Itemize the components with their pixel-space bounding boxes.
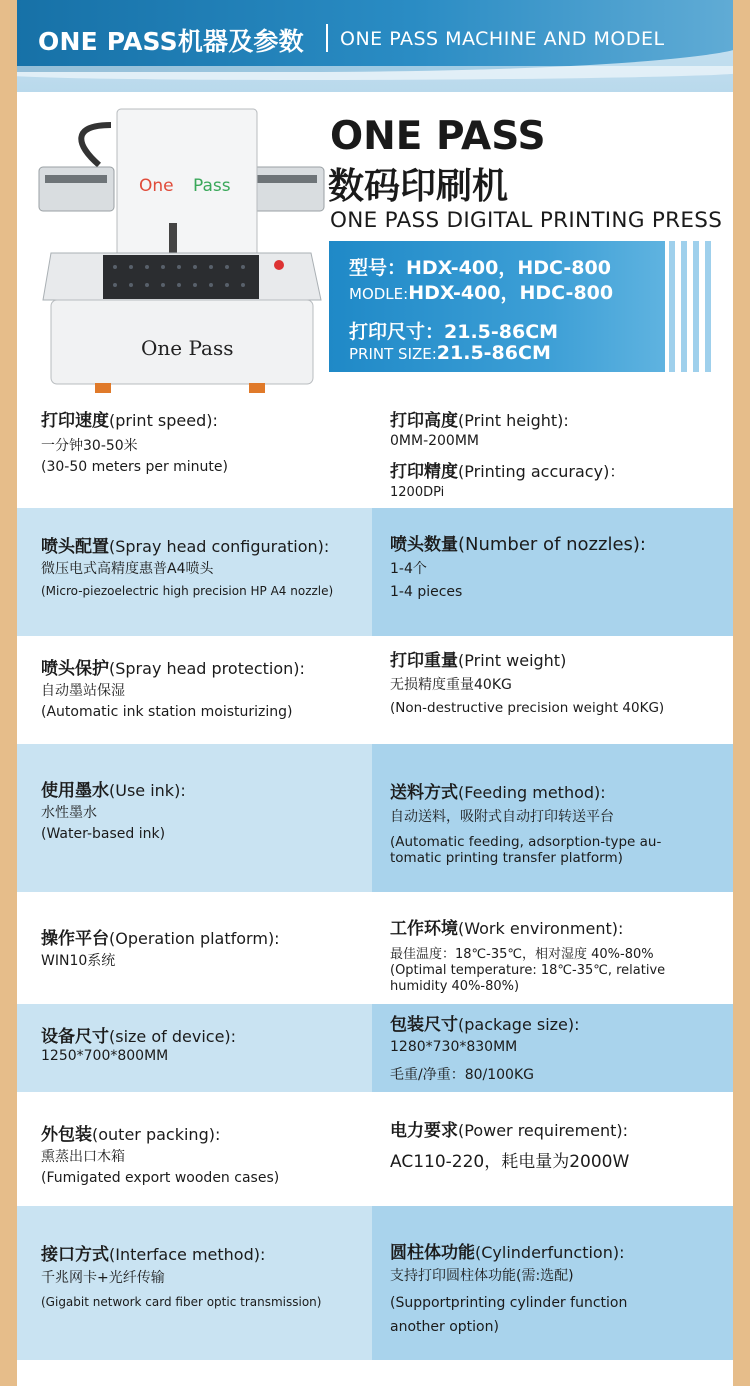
spec-row-8 <box>17 1206 733 1360</box>
model-en <box>349 278 613 305</box>
print-size-en-label: PRINT SIZE: <box>349 345 437 363</box>
spec-title: 工作环境(Work environment): <box>390 919 624 939</box>
spec-value: WIN10系统 <box>41 953 116 969</box>
header-separator <box>326 24 328 52</box>
spec-title: 圆柱体功能(Cylinderfunction): <box>390 1243 625 1263</box>
hero-title: ONE PASS <box>330 114 546 159</box>
spec-title: 打印重量(Print weight) <box>390 651 567 671</box>
print-size-cn: 打印尺寸：21.5-86CM <box>349 321 559 343</box>
spec-value: (Automatic ink station moisturizing) <box>41 704 293 720</box>
header-banner <box>17 0 733 92</box>
spec-value: 0MM-200MM <box>390 433 479 449</box>
spec-value: 自动送料，吸附式自动打印转送平台 <box>390 809 614 825</box>
spec-value: (Micro-piezoelectric high precision HP A4 nozzle) <box>41 584 334 598</box>
spec-value: tomatic printing transfer platform) <box>390 850 623 866</box>
spec-value: (Water-based ink) <box>41 826 166 842</box>
spec-value: 最佳温度：18℃-35℃，相对湿度 40%-80% <box>390 947 654 962</box>
spec-title: 使用墨水(Use ink): <box>41 781 186 801</box>
spec-title: 打印精度(Printing accuracy)： <box>390 462 626 482</box>
spec-title: 接口方式(Interface method): <box>41 1245 266 1265</box>
spec-value: humidity 40%-80%) <box>390 979 520 994</box>
spec-title: 操作平台(Operation platform): <box>41 929 280 949</box>
spec-value: (30-50 meters per minute) <box>41 459 228 475</box>
machine-logo-top: One <box>139 176 174 196</box>
model-en-label: MODLE: <box>349 285 409 303</box>
spec-value: 1-4 pieces <box>390 584 463 600</box>
spec-value: 1200DPi <box>390 485 445 500</box>
spec-title: 电力要求(Power requirement): <box>390 1121 629 1141</box>
printer-machine-image <box>31 105 331 397</box>
spec-row-3 <box>17 636 733 744</box>
print-size-en-value: 21.5-86CM <box>436 342 551 364</box>
machine-logo-bottom: One Pass <box>141 336 234 360</box>
spec-value: (Automatic feeding, adsorption-type au- <box>390 834 662 850</box>
spec-title: 打印高度(Print height): <box>390 411 569 431</box>
spec-value: 千兆网卡+光纤传输 <box>41 1270 165 1286</box>
spec-value: AC110-220，耗电量为2000W <box>390 1152 630 1172</box>
spec-row-2 <box>17 508 733 636</box>
spec-value: 微压电式高精度惠普A4喷头 <box>41 561 214 577</box>
spec-value: 1280*730*830MM <box>390 1039 518 1055</box>
spec-value: 毛重/净重：80/100KG <box>390 1067 534 1083</box>
spec-value: 熏蒸出口木箱 <box>41 1149 125 1165</box>
spec-title: 喷头保护(Spray head protection): <box>41 659 305 679</box>
spec-row-4 <box>17 744 733 892</box>
model-info-box <box>329 241 665 372</box>
spec-title: 外包装(outer packing): <box>41 1125 221 1145</box>
spec-value: (Non-destructive precision weight 40KG) <box>390 700 665 716</box>
hero-title-cn: 数码印刷机 <box>328 166 509 207</box>
spec-value: 一分钟30-50米 <box>41 438 138 454</box>
spec-row-7 <box>17 1092 733 1206</box>
spec-value: 1-4个 <box>390 561 427 577</box>
spec-value: 无损精度重量40KG <box>390 677 512 693</box>
svg-text:Pass: Pass <box>193 176 231 196</box>
spec-title: 喷头数量(Number of nozzles): <box>390 534 646 555</box>
spec-value: 支持打印圆柱体功能(需:选配) <box>390 1268 574 1284</box>
spec-row-1 <box>17 400 733 508</box>
spec-value: 1250*700*800MM <box>41 1048 169 1064</box>
spec-row-5 <box>17 892 733 1004</box>
spec-title: 打印速度(print speed): <box>41 411 218 431</box>
spec-title: 设备尺寸(size of device): <box>41 1027 237 1047</box>
print-size-en <box>349 342 551 364</box>
hero-subtitle: ONE PASS DIGITAL PRINTING PRESS <box>330 208 723 233</box>
spec-value: another option) <box>390 1319 499 1335</box>
spec-row-6 <box>17 1004 733 1092</box>
model-cn: 型号：HDX-400，HDC-800 <box>349 257 611 279</box>
header-title-en: ONE PASS MACHINE AND MODEL <box>340 28 665 50</box>
spec-sheet <box>17 0 733 1386</box>
spec-value: 自动墨站保湿 <box>41 683 125 699</box>
spec-value: (Fumigated export wooden cases) <box>41 1170 280 1186</box>
spec-title: 包装尺寸(package size): <box>390 1015 580 1035</box>
spec-value: (Supportprinting cylinder function <box>390 1295 628 1311</box>
model-en-value: HDX-400，HDC-800 <box>408 282 614 304</box>
spec-value: (Gigabit network card fiber optic transmission) <box>41 1295 322 1309</box>
spec-title: 喷头配置(Spray head configuration): <box>41 537 330 557</box>
decor-stripes <box>667 241 717 372</box>
header-title-cn: ONE PASS机器及参数 <box>38 27 304 56</box>
spec-title: 送料方式(Feeding method): <box>390 783 606 803</box>
spec-value: (Optimal temperature: 18℃-35℃, relative <box>390 963 666 978</box>
spec-value: 水性墨水 <box>41 805 97 821</box>
